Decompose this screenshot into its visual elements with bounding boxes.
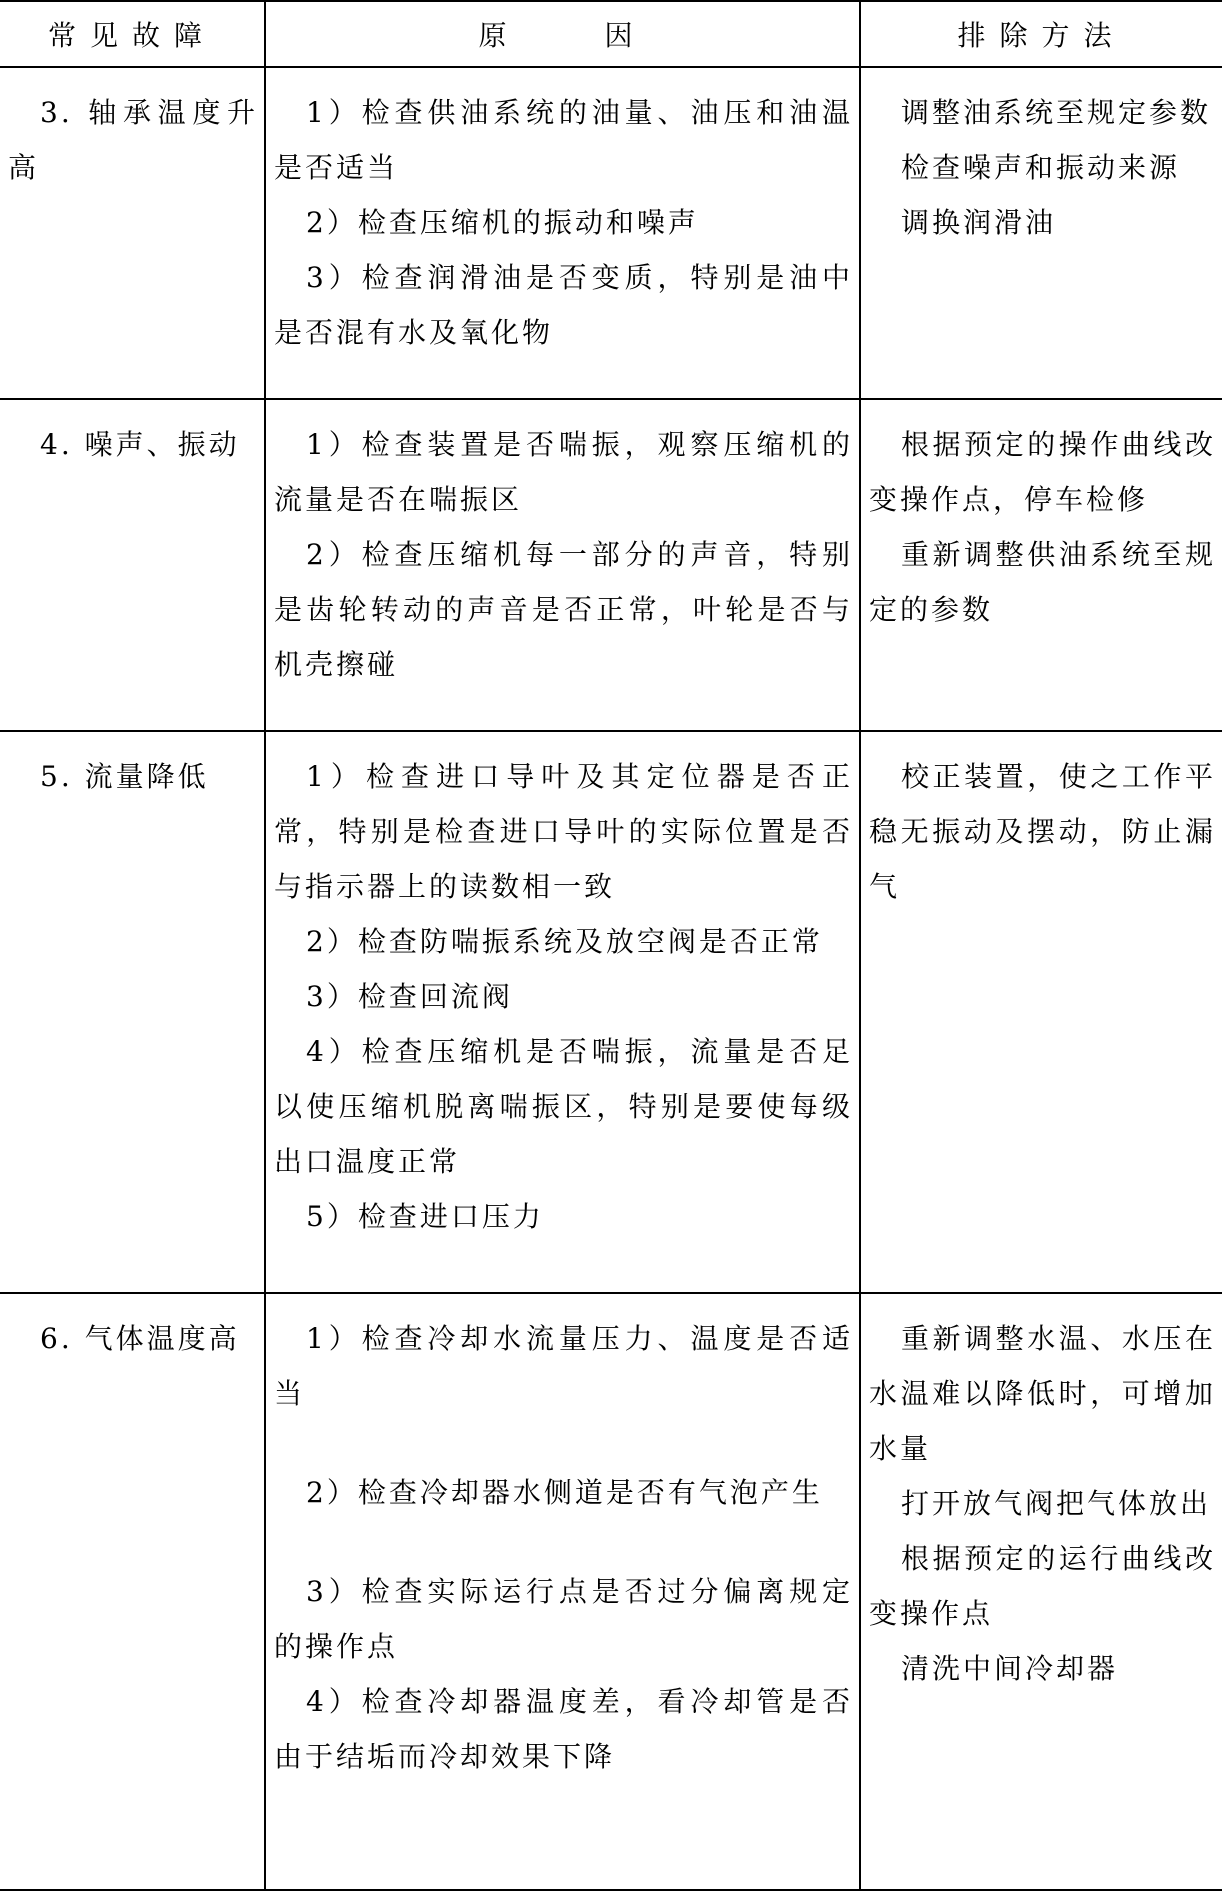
remedy-item: 打开放气阀把气体放出 bbox=[901, 1487, 1212, 1520]
remedy-item: 重新调整供油系统至规定的参数 bbox=[869, 538, 1216, 626]
remedy-item: 调换润滑油 bbox=[901, 206, 1057, 239]
spacer bbox=[274, 1421, 853, 1465]
cause-cell bbox=[265, 67, 860, 399]
remedy-cell bbox=[860, 67, 1222, 399]
header-cause: 原 因 bbox=[265, 1, 860, 67]
cause-item: 1）检查供油系统的油量、油压和油温是否适当 bbox=[274, 96, 853, 184]
table-row bbox=[0, 399, 1222, 731]
cause-item: 3）检查润滑油是否变质，特别是油中是否混有水及氧化物 bbox=[274, 261, 853, 349]
cause-item: 1）检查冷却水流量压力、温度是否适当 bbox=[274, 1322, 853, 1410]
remedy-item: 清洗中间冷却器 bbox=[901, 1652, 1119, 1685]
remedy-item: 调整油系统至规定参数 bbox=[901, 96, 1212, 129]
table-row bbox=[0, 67, 1222, 399]
remedy-item: 检查噪声和振动来源 bbox=[901, 151, 1181, 184]
cause-cell bbox=[265, 1293, 860, 1890]
fault-text: 3. 轴承温度升高 bbox=[8, 96, 258, 184]
cause-item: 4）检查冷却器温度差，看冷却管是否由于结垢而冷却效果下降 bbox=[274, 1685, 853, 1773]
fault-cell bbox=[0, 399, 265, 731]
fault-cell bbox=[0, 67, 265, 399]
fault-cell bbox=[0, 1293, 265, 1890]
cause-item: 2）检查防喘振系统及放空阀是否正常 bbox=[306, 925, 823, 958]
cause-item: 2）检查冷却器水侧道是否有气泡产生 bbox=[306, 1476, 823, 1509]
header-fault: 常见故障 bbox=[0, 1, 265, 67]
cause-item: 4）检查压缩机是否喘振，流量是否足以使压缩机脱离喘振区，特别是要使每级出口温度正常 bbox=[274, 1035, 853, 1178]
cause-cell bbox=[265, 731, 860, 1293]
cause-item: 3）检查回流阀 bbox=[306, 980, 513, 1013]
table-row bbox=[0, 731, 1222, 1293]
remedy-cell bbox=[860, 1293, 1222, 1890]
spacer bbox=[274, 1520, 853, 1564]
header-remedy: 排除方法 bbox=[860, 1, 1222, 67]
remedy-item: 重新调整水温、水压在水温难以降低时，可增加水量 bbox=[869, 1322, 1216, 1465]
remedy-item: 根据预定的操作曲线改变操作点，停车检修 bbox=[869, 428, 1216, 516]
remedy-item: 校正装置，使之工作平稳无振动及摆动，防止漏气 bbox=[869, 760, 1216, 903]
cause-item: 2）检查压缩机的振动和噪声 bbox=[306, 206, 699, 239]
cause-item: 5）检查进口压力 bbox=[306, 1200, 544, 1233]
remedy-cell bbox=[860, 731, 1222, 1293]
cause-item: 1）检查装置是否喘振，观察压缩机的流量是否在喘振区 bbox=[274, 428, 853, 516]
remedy-cell bbox=[860, 399, 1222, 731]
remedy-item: 根据预定的运行曲线改变操作点 bbox=[869, 1542, 1216, 1630]
cause-item: 1）检查进口导叶及其定位器是否正常，特别是检查进口导叶的实际位置是否与指示器上的读数相一致 bbox=[274, 760, 853, 903]
fault-text: 6. 气体温度高 bbox=[40, 1322, 240, 1355]
table-row bbox=[0, 1293, 1222, 1890]
cause-item: 2）检查压缩机每一部分的声音，特别是齿轮转动的声音是否正常，叶轮是否与机壳擦碰 bbox=[274, 538, 853, 681]
cause-cell bbox=[265, 399, 860, 731]
fault-cell bbox=[0, 731, 265, 1293]
cause-item: 3）检查实际运行点是否过分偏离规定的操作点 bbox=[274, 1575, 853, 1663]
fault-text: 4. 噪声、振动 bbox=[40, 428, 240, 461]
table-header-row bbox=[0, 1, 1222, 67]
fault-text: 5. 流量降低 bbox=[40, 760, 209, 793]
